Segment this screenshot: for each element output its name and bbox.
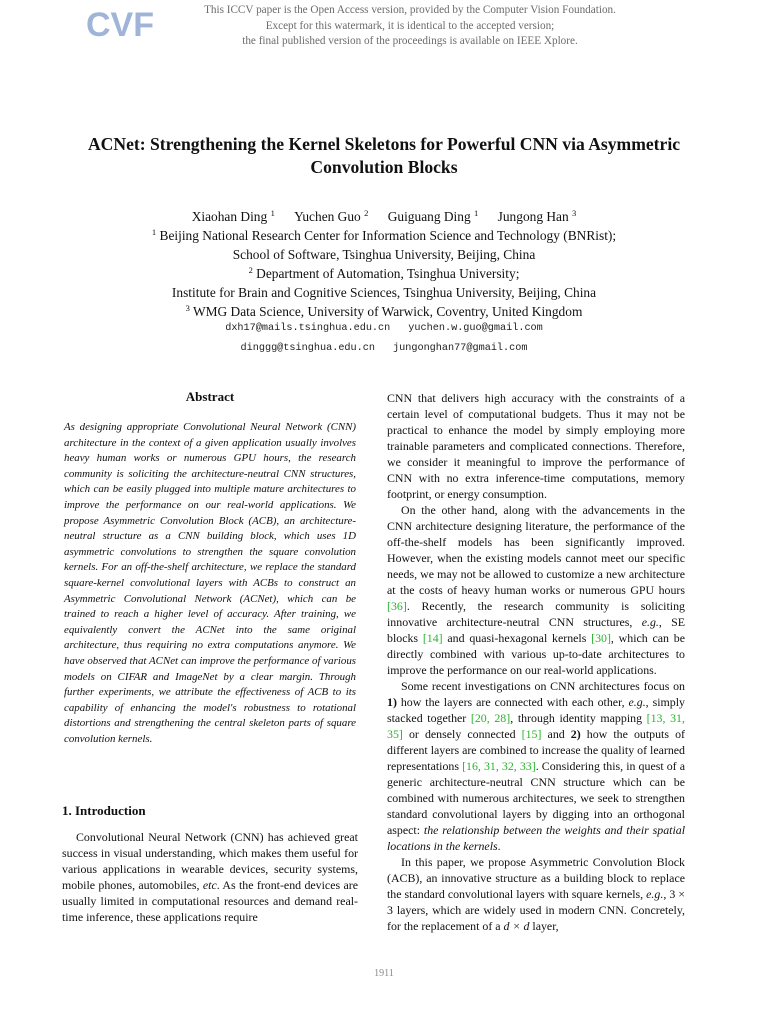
citation-link[interactable]: [36]: [387, 599, 407, 613]
citation-link[interactable]: [13, 31, 35]: [387, 711, 685, 741]
introduction-paragraph-1: Convolutional Neural Network (CNN) has achieved great success in visual understanding, which makes them useful for various applications in wearable devices, security systems, mobile phones, automobiles, etc. As the front-end devices are usually limited in computational resources and demand real-time inference, these applications require: [62, 830, 358, 924]
cvf-logo-text: CVF: [86, 6, 154, 44]
affiliation-1: $^1$ Beijing National Research Center for Information Science and Technology (BNRist);: [151, 227, 617, 243]
citation-link[interactable]: [16, 31, 32, 33]: [462, 759, 536, 773]
author-3: Guiguang Ding $^1$: [387, 208, 479, 224]
watermark-notice: [150, 3, 670, 50]
cvf-logo: [84, 4, 154, 44]
paragraph-continued: CNN that delivers high accuracy with the constraints of a certain level of computational budgets. Thus it may not be practical to enhance the model by simply employing more trainable parameters and complicated connections. Therefore, we consider it meaningful to improve the performance of CNN with no extra inference-time computations, memory footprint, or energy consumption.: [387, 391, 685, 501]
email-4[interactable]: jungonghan77@gmail.com: [393, 343, 528, 354]
watermark-line-3: the final published version of the proceedings is available on IEEE Xplore.: [242, 35, 578, 47]
paper-title: [40, 133, 728, 179]
affiliation-2-line-2: Institute for Brain and Cognitive Sciences, Tsinghua University, Beijing, China: [171, 285, 597, 300]
affiliation-2: $^2$ Department of Automation, Tsinghua University;: [248, 265, 520, 281]
author-names: [40, 207, 728, 226]
affiliation-1-line-2: School of Software, Tsinghua University, Beijing, China: [232, 247, 536, 262]
citation-link[interactable]: [14]: [422, 631, 443, 645]
page-number: 1911: [374, 968, 394, 979]
paragraph-recent-investigations: Some recent investigations on CNN architectures focus on 1) how the layers are connected with each other, e.g., simply stacked together [20, 28], through identity mapping [13, 31, 35] or densely connected [15] and 2) how the outputs of different layers are combined to increase the quality of learned representations [16, 31, 32, 33]. Considering this, in quest of a generic architecture-neutral CNN structure which can be combined with numerous architectures, we seek to strengthen standard convolutional layers by digging into an orthogonal aspect: the relationship between the weights and their spatial locations in the kernels.: [387, 679, 685, 853]
title-line-2: Convolution Blocks: [310, 157, 458, 177]
paragraph-in-this-paper: In this paper, we propose Asymmetric Convolution Block (ACB), an innovative structure as a building block to replace the standard convolutional layers with square kernels, e.g., 3 × 3 layers, which are widely used in modern CNN. Concretely, for the replacement of a d × d layer,: [387, 855, 685, 933]
abstract-heading: Abstract: [185, 389, 235, 404]
affiliation-3: $^3$ WMG Data Science, University of Warwick, Coventry, United Kingdom: [185, 303, 583, 319]
citation-link[interactable]: [20, 28]: [470, 711, 511, 725]
citation-link[interactable]: [30]: [591, 631, 611, 645]
email-1[interactable]: dxh17@mails.tsinghua.edu.cn: [225, 323, 391, 334]
watermark-line-2: Except for this watermark, it is identical to the accepted version;: [265, 19, 555, 32]
abstract-text: As designing appropriate Convolutional Neural Network (CNN) architecture in the context of a given application usually involves heavy human works or numerous GPU hours, the research community is soliciting the architecture-neutral CNN structures, which can be easily plugged into multiple mature architectures to improve the performance on our real-world applications. We propose Asymmetric Convolution Block (ACB), an architecture-neutral structure as a CNN building block, which uses 1D asymmetric convolutions to strengthen the square convolution kernels. For an off-the-shelf architecture, we replace the standard square-kernel convolutional layers with ACBs to construct an Asymmetric Convolutional Network (ACNet), which can be trained to reach a higher level of accuracy. After training, we equivalently convert the ACNet into the same original architecture, thus requiring no extra computations anymore. We have observed that ACNet can improve the performance of various models on CIFAR and ImageNet by a clear margin. Through further experiments, we attribute the effectiveness of ACB to its capability of enhancing the model's robustness to rotational distortions and strengthening the central skeleton parts of square convolution kernels.: [64, 421, 356, 745]
email-block: [40, 319, 728, 359]
author-2: Yuchen Guo $^2$: [294, 208, 369, 224]
watermark-line-1: This ICCV paper is the Open Access version, provided by the Computer Vision Foundation.: [204, 4, 616, 16]
author-block: [40, 207, 728, 321]
paragraph-other-hand: On the other hand, along with the advancements in the CNN architecture designing literature, the performance of the off-the-shelf models has been significantly improved. However, when the existing models cannot meet our specific needs, we may not be allowed to customize a new architecture at the costs of heavy human works or numerous GPU hours [36]. Recently, the research community is soliciting innovative architecture-neutral CNN structures, e.g., SE blocks [14] and quasi-hexagonal kernels [30], which can be directly combined with various up-to-date architectures to improve the performance on our real-world applications.: [387, 503, 685, 677]
author-1: Xiaohan Ding $^1$: [191, 208, 275, 224]
section-heading-introduction: 1. Introduction: [62, 803, 146, 818]
email-2[interactable]: yuchen.w.guo@gmail.com: [408, 323, 543, 334]
author-4: Jungong Han $^3$: [497, 208, 577, 224]
title-line-1: ACNet: Strengthening the Kernel Skeletons for Powerful CNN via Asymmetric: [87, 134, 681, 154]
abstract-section: [62, 388, 358, 747]
email-3[interactable]: dinggg@tsinghua.edu.cn: [240, 343, 375, 354]
right-column: [387, 390, 685, 934]
citation-link[interactable]: [15]: [521, 727, 542, 741]
